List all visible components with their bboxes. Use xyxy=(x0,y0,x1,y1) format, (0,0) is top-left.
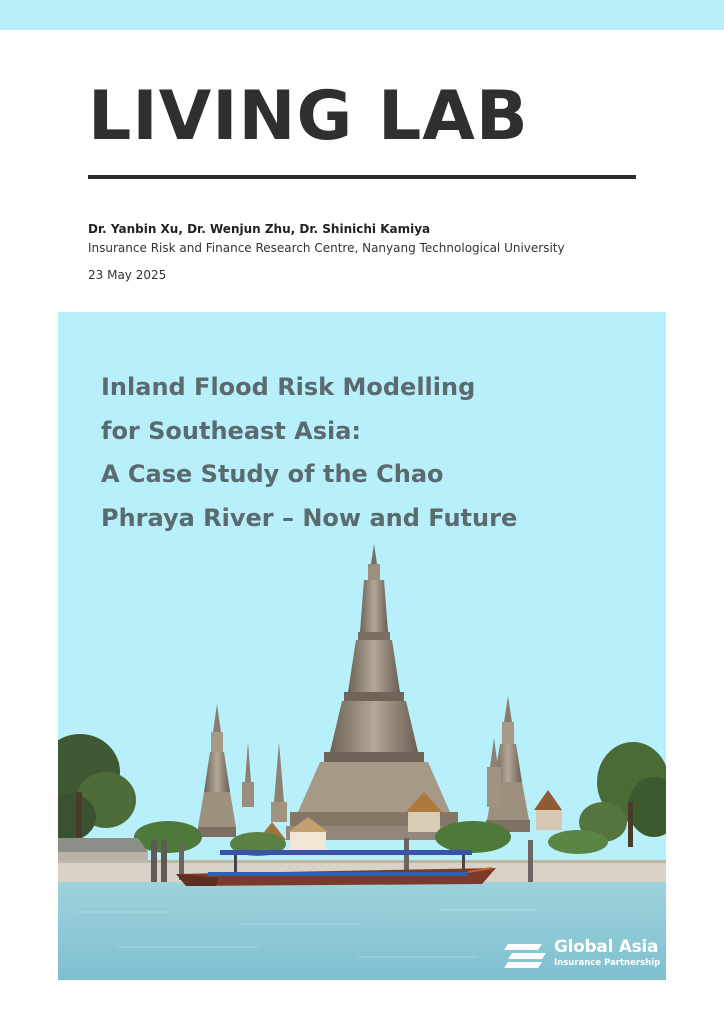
cover-image-panel xyxy=(58,312,666,980)
report-title xyxy=(101,366,621,540)
report-title-line: Inland Flood Risk Modelling xyxy=(101,373,476,401)
affiliation: Insurance Risk and Finance Research Centre, Nanyang Technological University xyxy=(88,241,565,255)
report-title-line: Phraya River – Now and Future xyxy=(101,503,518,532)
logo-name: Global Asia xyxy=(554,937,659,957)
logo-subtitle: Insurance Partnership xyxy=(554,958,661,968)
publication-date: 23 May 2025 xyxy=(88,268,167,282)
small-left-spires xyxy=(242,742,287,822)
authors: Dr. Yanbin Xu, Dr. Wenjun Zhu, Dr. Shinichi Kamiya xyxy=(88,222,431,236)
pier-house xyxy=(58,838,148,862)
report-title-line: A Case Study of the Chao xyxy=(101,460,444,488)
right-trees xyxy=(579,742,666,847)
right-prang xyxy=(486,696,530,832)
central-prang xyxy=(286,544,462,840)
global-asia-logo xyxy=(504,936,660,972)
left-prang xyxy=(198,704,236,837)
left-trees xyxy=(58,734,136,842)
title-divider xyxy=(88,175,636,179)
logo-wave-icon xyxy=(504,940,548,970)
report-title-line: for Southeast Asia: xyxy=(101,416,362,445)
top-color-band xyxy=(0,0,724,30)
series-title: LIVING LAB xyxy=(88,77,529,156)
